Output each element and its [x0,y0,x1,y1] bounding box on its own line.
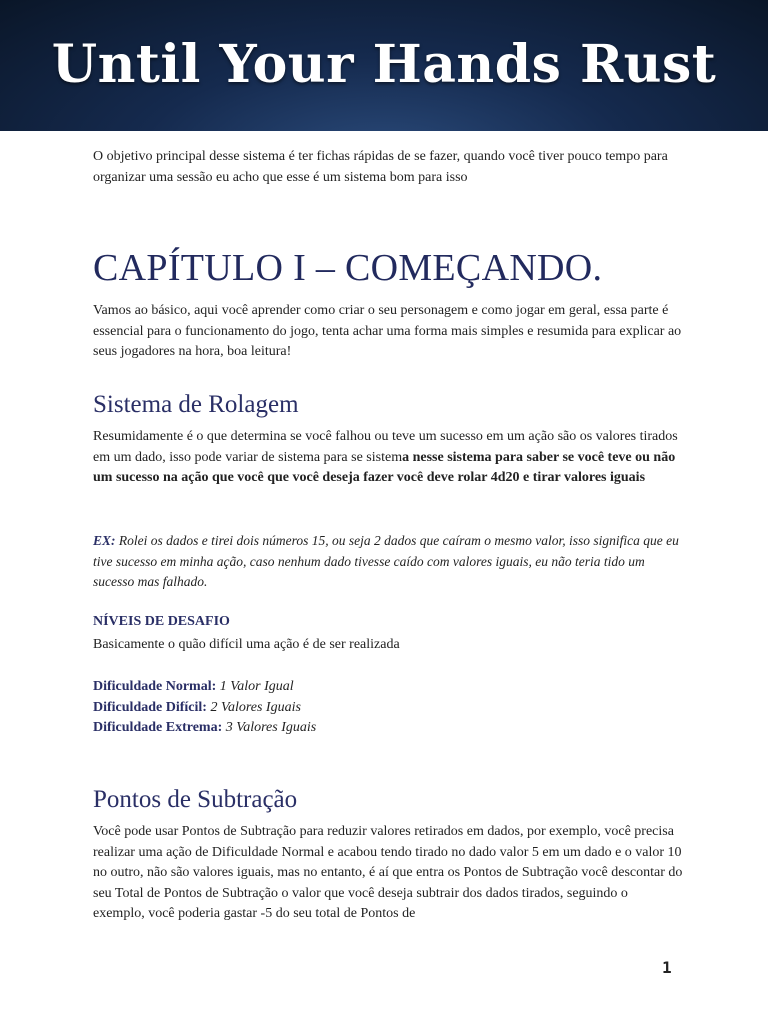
section-heading-rolagem: Sistema de Rolagem [93,391,299,418]
difficulty-label: Dificuldade Difícil: [93,699,207,715]
desafio-heading: NÍVEIS DE DESAFIO [93,614,230,629]
example-label: EX: [93,533,116,548]
section-heading-subtracao: Pontos de Subtração [93,786,298,813]
rolagem-paragraph [93,427,683,489]
subtracao-paragraph: Você pode usar Pontos de Subtração para reduzir valores retirados em dados, por exemplo, você precisa realizar uma ação de Dificuldade Normal e acabou tendo tirado no dado valor 5 em um dado e o valor 10 no outro, não são valores iguais, mas no entanto, é aí que entra os Pontos de Subtração você descontar do seu Total de Pontos de Subtração o valor que você deseja subtrair dos dados tirados, seguindo o exemplo, você poderia gastar -5 do seu total de Pontos de [93,824,683,921]
page-number: 1 [662,958,672,977]
desafio-description: Basicamente o quão difícil uma ação é de ser realizada [93,637,400,652]
intro-paragraph: O objetivo principal desse sistema é ter fichas rápidas de se fazer, quando você tiver pouco tempo para organizar uma sessão eu acho que esse é um sistema bom para isso [93,149,668,185]
document-title: Until Your Hands Rust [51,34,717,95]
difficulty-value: 2 Valores Iguais [206,699,301,715]
example-paragraph [93,531,683,593]
difficulty-item [93,677,683,698]
difficulty-item [93,698,683,719]
chapter-intro-paragraph: Vamos ao básico, aqui você aprender como criar o seu personagem e como jogar em geral, essa parte é essencial para o funcionamento do jogo, tenta achar uma forma mais simples e resumida para explicar ao seus jogadores na hora, boa leitura! [93,303,682,359]
difficulty-label: Dificuldade Extrema: [93,720,223,735]
header-banner [0,0,768,131]
rolagem-text-plain: Resumidamente é o que determina se você falhou ou teve um sucesso em um ação são os valores tirados em um dado, isso pode variar de sistema para se sistem [93,429,678,465]
difficulty-label: Dificuldade Normal: [93,679,217,694]
rolagem-text-bold: a nesse sistema para saber se você teve ou não um sucesso na ação que você que você deseja fazer você deve rolar 4d20 e tirar valores iguais [93,449,676,485]
example-text: Rolei os dados e tirei dois números 15, ou seja 2 dados que caíram o mesmo valor, isso significa que eu tive sucesso em minha ação, caso nenhum dado tivesse caído com valores iguais, eu não teria tido um sucesso mas falhado. [93,533,679,589]
difficulty-item [93,718,683,739]
difficulty-value: 3 Valores Iguais [222,720,317,735]
difficulty-list [93,677,683,739]
difficulty-value: 1 Valor Igual [216,679,294,694]
chapter-title: CAPÍTULO I – COMEÇANDO. [93,247,603,289]
